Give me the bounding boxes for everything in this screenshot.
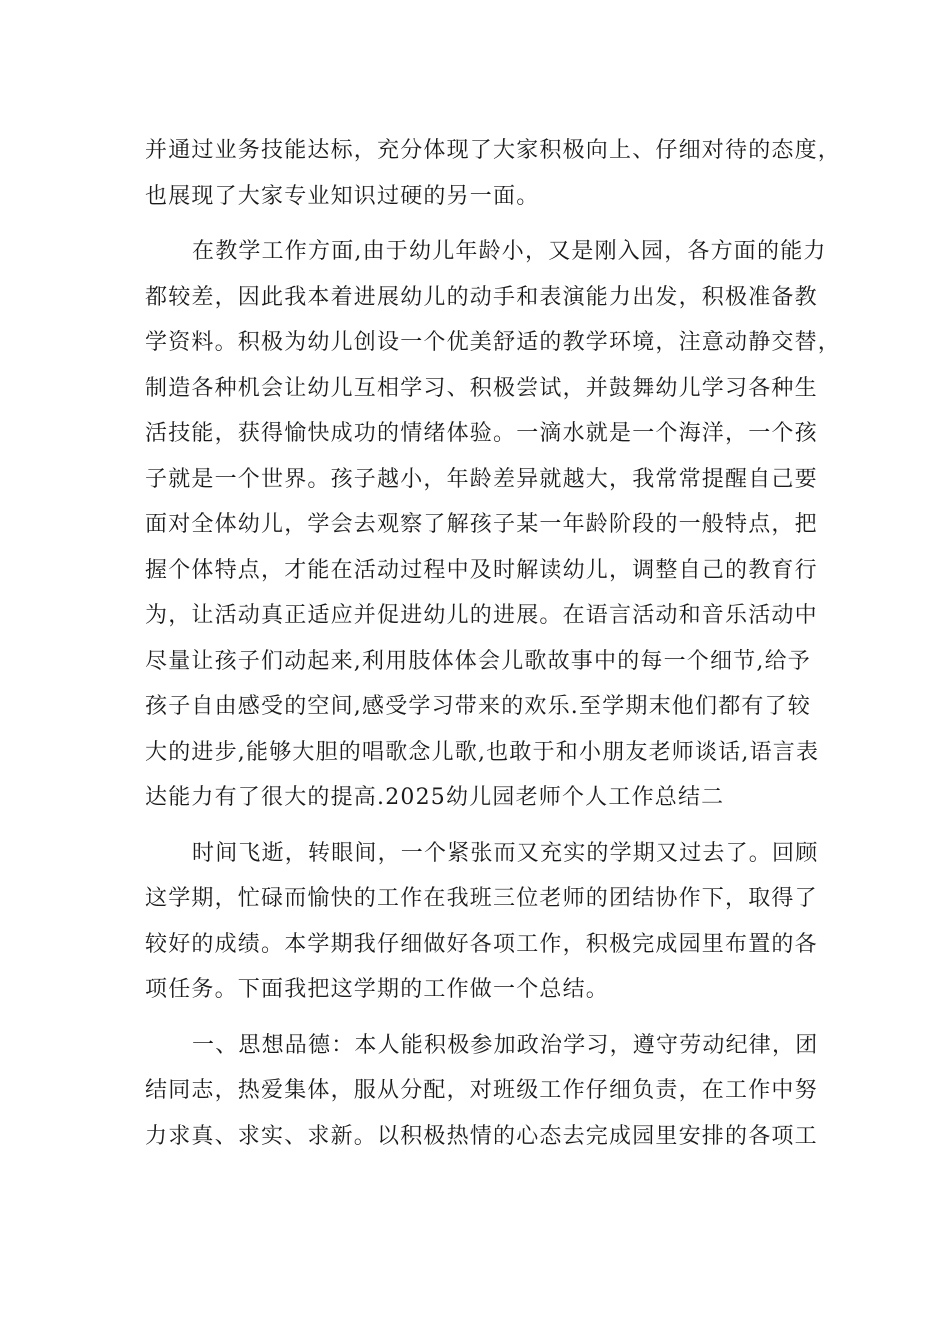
text-line: 学资料。积极为幼儿创设一个优美舒适的教学环境，注意动静交替， [145, 330, 842, 355]
text-line: 力求真、求实、求新。以积极热情的心态去完成园里安排的各项工 [145, 1123, 818, 1149]
text-line: 结同志，热爱集体，服从分配，对班级工作仔细负责，在工作中努 [145, 1078, 818, 1103]
text-line: 子就是一个世界。孩子越小，年龄差异就越大，我常常提醒自己要 [145, 466, 818, 492]
text-line: 面对全体幼儿，学会去观察了解孩子某一年龄阶段的一般特点，把 [145, 512, 818, 537]
text-line: 孩子自由感受的空间,感受学习带来的欢乐.至学期末他们都有了较 [145, 694, 811, 719]
text-line: 尽量让孩子们动起来,利用肢体体会儿歌故事中的每一个细节,给予 [145, 648, 811, 674]
document-body [145, 128, 842, 1159]
text-line: 达能力有了很大的提高.2025幼儿园老师个人工作总结二 [145, 785, 725, 810]
text-line: 握个体特点，才能在活动过程中及时解读幼儿，调整自己的教育行 [145, 557, 818, 583]
text-line: 在教学工作方面,由于幼儿年龄小，又是刚入园，各方面的能力 [192, 239, 827, 264]
text-line: 较好的成绩。本学期我仔细做好各项工作，积极完成园里布置的各 [145, 931, 818, 957]
text-line: 时间飞逝，转眼间，一个紧张而又充实的学期又过去了。回顾 [192, 840, 819, 866]
text-line: 一、思想品德：本人能积极参加政治学习，遵守劳动纪律，团 [192, 1032, 819, 1058]
text-line: 制造各种机会让幼儿互相学习、积极尝试，并鼓舞幼儿学习各种生 [145, 375, 818, 401]
text-line: 项任务。下面我把这学期的工作做一个总结。 [145, 977, 610, 1002]
paragraph [145, 831, 819, 1013]
paragraph [145, 229, 842, 821]
text-line: 为，让活动真正适应并促进幼儿的进展。在语言活动和音乐活动中 [145, 603, 818, 628]
paragraph [145, 1023, 819, 1160]
text-line: 这学期，忙碌而愉快的工作在我班三位老师的团结协作下，取得了 [145, 886, 818, 911]
text-line: 并通过业务技能达标，充分体现了大家积极向上、仔细对待的态度， [145, 138, 842, 163]
paragraph [145, 128, 842, 219]
text-line: 活技能，获得愉快成功的情绪体验。一滴水就是一个海洋，一个孩 [145, 421, 818, 446]
text-line: 都较差，因此我本着进展幼儿的动手和表演能力出发，积极准备教 [145, 284, 818, 310]
text-line: 也展现了大家专业知识过硬的另一面。 [145, 183, 540, 209]
text-line: 大的进步,能够大胆的唱歌念儿歌,也敢于和小朋友老师谈话,语言表 [145, 739, 820, 765]
